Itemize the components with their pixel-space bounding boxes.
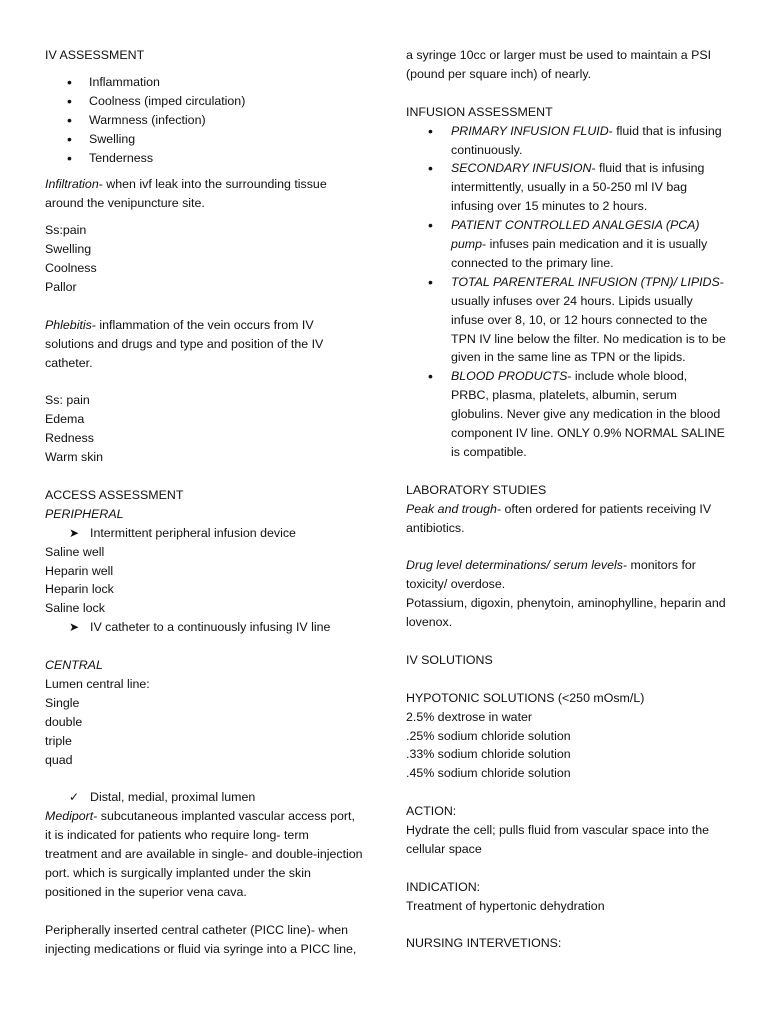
infusion-desc: - fluid that is infusing intermittently, usually in a 50-250 ml IV bag infusing over 15 minutes to 2 hours.: [451, 161, 705, 214]
list-item: • Inflammation: [89, 73, 363, 92]
list-item: [451, 122, 728, 160]
infusion-desc: - include whole blood, PRBC, plasma, platelets, albumin, serum globulins. Never give any medication in the blood component IV line. ONLY 0.9% NORMAL SALINE is compatible.: [451, 369, 725, 460]
drug-list: Potassium, digoxin, phenytoin, aminophylline, heparin and lovenox.: [406, 596, 726, 630]
action-label: ACTION:: [406, 804, 457, 819]
infusion-term: BLOOD PRODUCTS: [451, 369, 568, 384]
list-item: [69, 524, 363, 543]
indication-label: INDICATION:: [406, 879, 481, 894]
infusion-term: TOTAL PARENTERAL INFUSION (TPN)/ LIPIDS: [451, 274, 720, 289]
peripheral-device: Saline well: [45, 544, 105, 559]
phlebitis-sign: Ss: pain: [45, 393, 90, 408]
drug-desc: - monitors for toxicity/ overdose.: [406, 558, 696, 592]
infiltration-sign: Coolness: [45, 261, 97, 276]
phlebitis-sign: Edema: [45, 412, 85, 427]
phlebitis-sign: Redness: [45, 431, 94, 446]
infusion-desc: - usually infuses over 24 hours. Lipids usually infuse over 8, 10, or 12 hours connected to the TPN IV line below the filter. No medication is to be given in the same line as TPN or the lipids.: [451, 274, 726, 365]
infiltration-sign: Pallor: [45, 279, 77, 294]
peripheral-device: Heparin well: [45, 563, 114, 578]
infiltration-paragraph: [45, 175, 363, 213]
drug-level-paragraph: [406, 556, 728, 594]
peripheral-device: Saline lock: [45, 601, 105, 616]
peak-term: Peak and trough: [406, 501, 497, 516]
iv-assessment-list: [45, 73, 363, 168]
arrow-right-icon: ➤: [69, 620, 80, 635]
infiltration-sign: Ss:pain: [45, 223, 87, 238]
list-item-text: Distal, medial, proximal lumen: [90, 790, 256, 805]
list-item: • Swelling: [89, 130, 363, 149]
iv-assessment-heading: IV ASSESSMENT: [45, 48, 145, 62]
peripheral-arrow-list: [45, 618, 363, 637]
infusion-desc: - fluid that is infusing continuously.: [451, 123, 722, 157]
peak-desc: - often ordered for patients receiving IV antibiotics.: [406, 501, 712, 535]
infiltration-term: Infiltration: [45, 177, 99, 192]
lumen-type: Single: [45, 695, 80, 710]
lumen-type: triple: [45, 733, 72, 748]
list-item: [451, 159, 728, 216]
picc-paragraph: Peripherally inserted central catheter (PICC line)- when injecting medications or fluid via syringe into a PICC line,: [45, 922, 357, 956]
action-text: Hydrate the cell; pulls fluid from vascular space into the cellular space: [406, 823, 710, 856]
list-item: • Coolness (imped circulation): [89, 92, 363, 111]
hypotonic-item: .33% sodium chloride solution: [406, 747, 571, 762]
list-item: • Tenderness: [89, 149, 363, 168]
lumen-type: double: [45, 714, 83, 729]
central-label: CENTRAL: [45, 658, 103, 673]
phlebitis-definition: - inflammation of the vein occurs from IV solutions and drugs and type and position of the IV catheter.: [45, 317, 324, 370]
mediport-term: Mediport: [45, 809, 94, 824]
infusion-assessment-heading: INFUSION ASSESSMENT: [406, 104, 553, 119]
left-column: [45, 46, 363, 959]
infiltration-sign: Swelling: [45, 242, 92, 257]
phlebitis-sign: Warm skin: [45, 450, 104, 465]
lumen-type: quad: [45, 752, 73, 767]
arrow-right-icon: ➤: [69, 525, 80, 540]
picc-continued: a syringe 10cc or larger must be used to maintain a PSI (pound per square inch) of nearly.: [406, 48, 712, 81]
laboratory-heading: LABORATORY STUDIES: [406, 482, 547, 497]
peak-trough-paragraph: [406, 500, 728, 538]
list-item: [451, 273, 728, 368]
hypotonic-item: 2.5% dextrose in water: [406, 709, 533, 724]
infusion-term: SECONDARY INFUSION: [451, 161, 592, 176]
list-item-text: IV catheter to a continuously infusing IV line: [90, 620, 331, 635]
infusion-term: PRIMARY INFUSION FLUID: [451, 123, 609, 138]
infusion-desc: - infuses pain medication and it is usually connected to the primary line.: [451, 237, 708, 270]
peripheral-label: PERIPHERAL: [45, 506, 124, 521]
hypotonic-heading: HYPOTONIC SOLUTIONS (<250 mOsm/L): [406, 690, 645, 705]
list-item: • Warmness (infection): [89, 111, 363, 130]
drug-term: Drug level determinations/ serum levels: [406, 558, 623, 573]
lumen-label: Lumen central line:: [45, 676, 150, 691]
phlebitis-paragraph: [45, 316, 363, 373]
mediport-paragraph: [45, 807, 363, 902]
checkmark-icon: ✓: [69, 790, 80, 805]
right-column: [406, 46, 728, 953]
list-item: [69, 788, 363, 807]
indication-text: Treatment of hypertonic dehydration: [406, 898, 605, 913]
peripheral-arrow-list: [45, 524, 363, 543]
peripheral-device: Heparin lock: [45, 582, 114, 597]
iv-solutions-heading: IV SOLUTIONS: [406, 652, 493, 667]
list-item-text: Intermittent peripheral infusion device: [90, 525, 296, 540]
list-item: [451, 367, 728, 462]
lumen-check-list: [45, 788, 363, 807]
mediport-definition: - subcutaneous implanted vascular access port, it is indicated for patients who require long- term treatment and are available in single- and double-injection port. which is surgically implanted under the skin positioned in the superior vena cava.: [45, 809, 363, 899]
hypotonic-item: .45% sodium chloride solution: [406, 766, 571, 781]
infusion-list: [406, 122, 728, 462]
access-assessment-heading: ACCESS ASSESSMENT: [45, 487, 184, 502]
infusion-term: PATIENT CONTROLLED ANALGESIA (PCA) pump: [451, 218, 700, 252]
hypotonic-item: .25% sodium chloride solution: [406, 728, 571, 743]
list-item: [451, 216, 728, 273]
infiltration-definition: - when ivf leak into the surrounding tissue around the venipuncture site.: [45, 177, 327, 211]
list-item: [69, 618, 363, 637]
phlebitis-term: Phlebitis: [45, 317, 92, 332]
nursing-interventions-label: NURSING INTERVETIONS:: [406, 936, 562, 951]
